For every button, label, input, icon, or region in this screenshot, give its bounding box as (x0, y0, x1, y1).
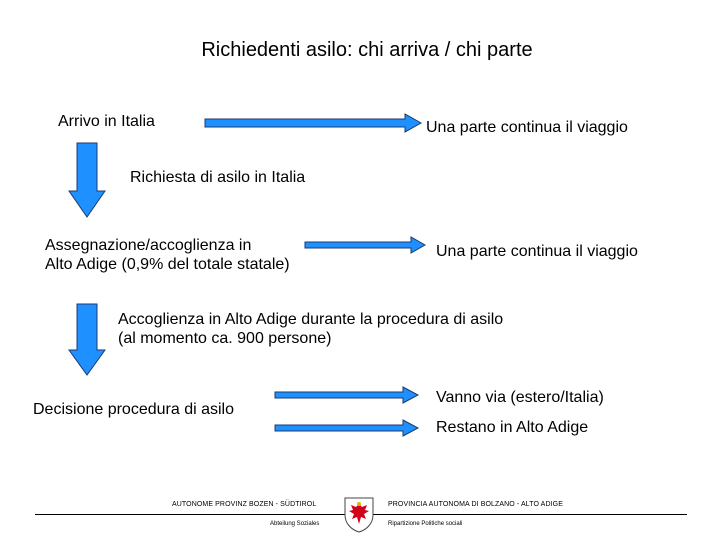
label-reception-line1: Accoglienza in Alto Adige durante la procedura di asilo (118, 311, 504, 328)
arrow-down-2-icon (68, 304, 106, 376)
coat-of-arms-crown (357, 502, 361, 506)
arrow-right-assignment-shape (305, 237, 425, 253)
label-continue-1: Una parte continua il viaggio (426, 119, 628, 136)
coat-of-arms-icon (343, 497, 375, 533)
label-asylum-request: Richiesta di asilo in Italia (130, 169, 306, 186)
arrow-down-1-icon (68, 143, 106, 218)
arrow-right-leave-icon (275, 387, 420, 403)
arrow-right-assignment-icon (305, 237, 427, 253)
label-leave: Vanno via (estero/Italia) (436, 389, 604, 406)
label-continue-2: Una parte continua il viaggio (436, 243, 638, 260)
label-stay: Restano in Alto Adige (436, 419, 589, 436)
arrow-right-leave-shape (275, 387, 418, 403)
label-assignment (45, 236, 345, 274)
footer-left-org: AUTONOME PROVINZ BOZEN - SÜDTIROL (172, 501, 317, 508)
arrow-right-stay-icon (275, 420, 420, 436)
label-decision: Decisione procedura di asilo (33, 401, 234, 418)
arrow-right-arrival-icon (205, 114, 423, 132)
arrow-down-1-shape (69, 143, 105, 217)
label-reception-line2: (al momento ca. 900 persone) (118, 330, 332, 348)
label-assignment-line2: Alto Adige (0,9% del totale statale) (45, 256, 290, 274)
footer-right-org: PROVINCIA AUTONOMA DI BOLZANO - ALTO ADIGE (388, 501, 563, 508)
label-arrival: Arrivo in Italia (58, 113, 155, 130)
label-reception (118, 310, 578, 348)
label-assignment-line1: Assegnazione/accoglienza in (45, 237, 252, 254)
footer-left-dept: Abteilung Soziales (270, 521, 320, 527)
arrow-down-2-shape (69, 304, 105, 375)
arrow-right-arrival-shape (205, 114, 421, 132)
arrow-right-stay-shape (275, 420, 418, 436)
footer-right-dept: Ripartizione Politiche sociali (388, 521, 463, 527)
page-title: Richiedenti asilo: chi arriva / chi parte (201, 39, 533, 61)
